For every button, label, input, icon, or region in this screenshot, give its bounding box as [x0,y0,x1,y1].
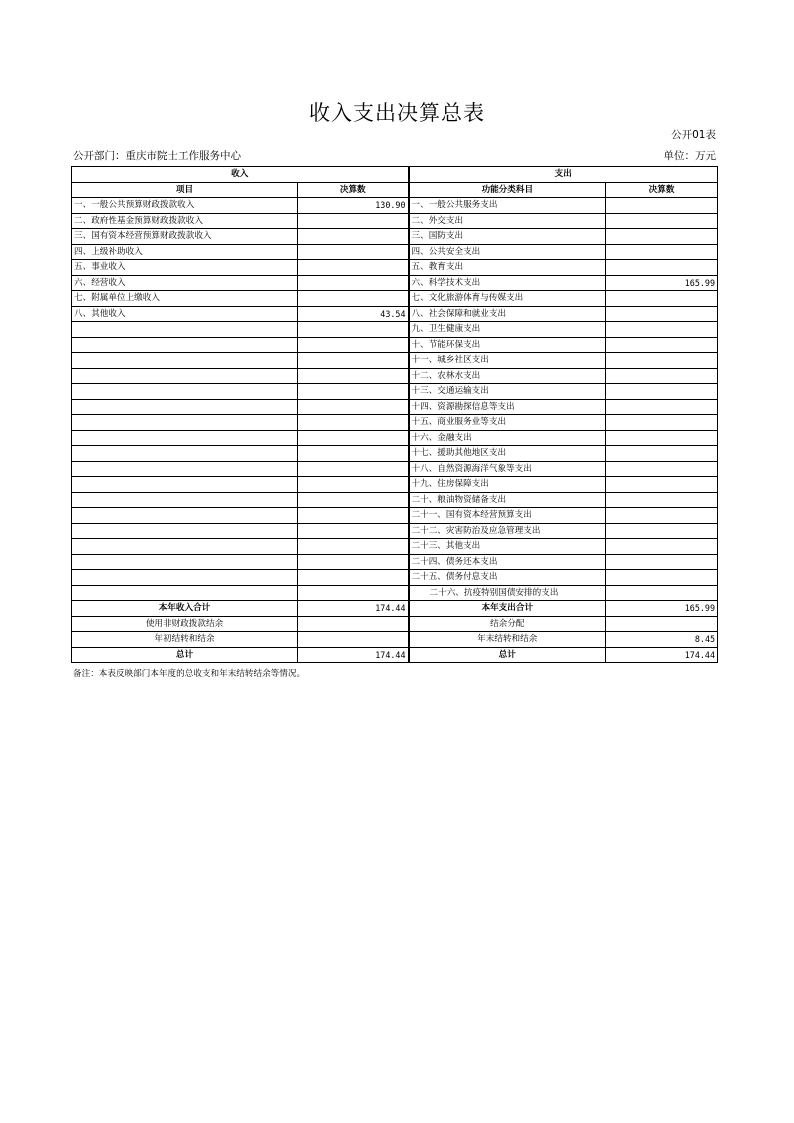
table-row [72,461,718,477]
expense-item-cell: 九、卫生健康支出 [409,322,606,338]
table-row [72,275,718,291]
income-amount-cell [298,353,409,369]
expense-amount-cell [606,384,718,400]
expense-item-cell: 二十、粮油物资储备支出 [409,492,606,508]
expense-amount-cell [606,291,718,307]
expense-amount-cell [606,244,718,260]
expense-amount-cell [606,322,718,338]
table-row [72,477,718,493]
expense-item-cell: 二十五、债务付息支出 [409,570,606,586]
form-number: 公开01表 [671,129,716,141]
footnote: 备注：本表反映部门本年度的总收支和年末结转结余等情况。 [73,669,306,679]
non-fiscal-surplus-value [298,616,409,632]
table-row [72,213,718,229]
table-row [72,570,718,586]
income-amount-cell [298,275,409,291]
table-row [72,198,718,214]
income-item-cell [72,477,298,493]
begin-carryover-label: 年初结转和结余 [72,632,298,648]
expense-total-value: 165.99 [606,601,718,617]
income-item-cell [72,523,298,539]
non-fiscal-surplus-label: 使用非财政拨款结余 [72,616,298,632]
income-item-cell [72,570,298,586]
table-row [72,492,718,508]
expense-item-cell: 二十二、灾害防治及应急管理支出 [409,523,606,539]
expense-amount-cell [606,554,718,570]
income-amount-cell [298,384,409,400]
income-item-cell [72,415,298,431]
expense-amount-cell [606,492,718,508]
expense-item-cell: 十九、住房保障支出 [409,477,606,493]
table-row-total [72,601,718,617]
grand-total-income: 174.44 [298,647,409,663]
table-column-header [72,182,718,198]
expense-item-cell: 十六、金融支出 [409,430,606,446]
income-item-cell: 四、上级补助收入 [72,244,298,260]
expense-item-cell: 十一、城乡社区支出 [409,353,606,369]
income-amount-cell [298,244,409,260]
grand-total-label: 总计 [72,647,298,663]
expense-section-header: 支出 [409,167,718,183]
table-row [72,291,718,307]
income-amount-cell [298,585,409,601]
expense-item-cell: 二十六、抗疫特别国债安排的支出 [409,585,606,601]
table-row [72,229,718,245]
income-amount-cell [298,492,409,508]
expense-item-cell: 十四、资源勘探信息等支出 [409,399,606,415]
income-item-header: 项目 [72,182,298,198]
income-item-cell [72,539,298,555]
income-amount-cell [298,368,409,384]
expense-amount-cell [606,415,718,431]
expense-amount-cell [606,399,718,415]
table-row [72,399,718,415]
page-title: 收入支出决算总表 [309,101,485,125]
expense-item-cell: 三、国防支出 [409,229,606,245]
income-item-cell: 三、国有资本经营预算财政拨款收入 [72,229,298,245]
expense-amount-cell [606,430,718,446]
table-row [72,244,718,260]
income-item-cell: 六、经营收入 [72,275,298,291]
table-row [72,260,718,276]
income-item-cell [72,322,298,338]
income-expense-table [71,166,718,663]
table-row [72,415,718,431]
table-row [72,508,718,524]
expense-total-label: 本年支出合计 [409,601,606,617]
income-amount-cell [298,415,409,431]
expense-item-cell: 十三、交通运输支出 [409,384,606,400]
expense-item-cell: 四、公共安全支出 [409,244,606,260]
expense-amount-cell [606,213,718,229]
income-item-cell: 五、事业收入 [72,260,298,276]
grand-total-label-expense: 总计 [409,647,606,663]
income-item-cell [72,446,298,462]
income-item-cell [72,384,298,400]
income-amount-cell [298,539,409,555]
income-item-cell: 八、其他收入 [72,306,298,322]
table-row [72,523,718,539]
expense-item-cell: 二十三、其他支出 [409,539,606,555]
income-amount-cell [298,322,409,338]
table-row [72,539,718,555]
income-item-cell: 一、一般公共预算财政拨款收入 [72,198,298,214]
expense-amount-cell [606,570,718,586]
table-row [72,337,718,353]
income-total-value: 174.44 [298,601,409,617]
unit-label: 单位：万元 [663,150,716,162]
table-row-carryover [72,632,718,648]
table-row [72,554,718,570]
expense-item-cell: 十七、援助其他地区支出 [409,446,606,462]
expense-item-cell: 十二、农林水支出 [409,368,606,384]
income-amount-cell: 130.90 [298,198,409,214]
table-row [72,585,718,601]
income-amount-cell [298,260,409,276]
begin-carryover-value [298,632,409,648]
expense-item-cell: 六、科学技术支出 [409,275,606,291]
expense-amount-header: 决算数 [606,182,718,198]
expense-amount-cell [606,306,718,322]
expense-item-cell: 一、一般公共服务支出 [409,198,606,214]
table-row [72,384,718,400]
table-row [72,353,718,369]
expense-amount-cell [606,260,718,276]
income-amount-cell [298,570,409,586]
expense-item-cell: 十五、商业服务业等支出 [409,415,606,431]
department-label: 公开部门：重庆市院士工作服务中心 [73,150,241,162]
expense-item-cell: 十、节能环保支出 [409,337,606,353]
expense-amount-cell [606,229,718,245]
grand-total-expense: 174.44 [606,647,718,663]
expense-amount-cell [606,539,718,555]
income-item-cell [72,508,298,524]
expense-amount-cell [606,446,718,462]
table-section-header [72,167,718,183]
expense-item-cell: 二、外交支出 [409,213,606,229]
income-amount-cell [298,446,409,462]
surplus-distribution-value [606,616,718,632]
expense-amount-cell: 165.99 [606,275,718,291]
income-amount-cell [298,229,409,245]
income-item-cell [72,399,298,415]
table-row [72,322,718,338]
income-amount-cell [298,337,409,353]
income-item-cell [72,353,298,369]
income-amount-cell [298,430,409,446]
end-carryover-label: 年末结转和结余 [409,632,606,648]
income-item-cell: 二、政府性基金预算财政拨款收入 [72,213,298,229]
table-row [72,430,718,446]
expense-amount-cell [606,508,718,524]
table-row-grand-total [72,647,718,663]
expense-amount-cell [606,198,718,214]
income-item-cell [72,461,298,477]
expense-amount-cell [606,353,718,369]
income-amount-cell [298,508,409,524]
expense-item-cell: 五、教育支出 [409,260,606,276]
income-amount-cell [298,399,409,415]
income-item-cell [72,585,298,601]
income-total-label: 本年收入合计 [72,601,298,617]
income-amount-cell [298,554,409,570]
income-amount-header: 决算数 [298,182,409,198]
table-row [72,368,718,384]
expense-item-cell: 七、文化旅游体育与传媒支出 [409,291,606,307]
income-item-cell [72,337,298,353]
expense-item-cell: 二十一、国有资本经营预算支出 [409,508,606,524]
income-item-cell: 七、附属单位上缴收入 [72,291,298,307]
expense-item-cell: 二十四、债务还本支出 [409,554,606,570]
expense-amount-cell [606,337,718,353]
income-item-cell [72,554,298,570]
income-amount-cell [298,461,409,477]
expense-amount-cell [606,461,718,477]
table-row [72,446,718,462]
income-section-header: 收入 [72,167,409,183]
income-item-cell [72,492,298,508]
expense-amount-cell [606,523,718,539]
end-carryover-value: 8.45 [606,632,718,648]
income-item-cell [72,368,298,384]
expense-amount-cell [606,477,718,493]
income-amount-cell: 43.54 [298,306,409,322]
table-row-surplus [72,616,718,632]
expense-amount-cell [606,585,718,601]
income-amount-cell [298,477,409,493]
expense-item-header: 功能分类科目 [409,182,606,198]
income-amount-cell [298,213,409,229]
income-amount-cell [298,523,409,539]
expense-item-cell: 十八、自然资源海洋气象等支出 [409,461,606,477]
income-amount-cell [298,291,409,307]
expense-amount-cell [606,368,718,384]
income-item-cell [72,430,298,446]
expense-item-cell: 八、社会保障和就业支出 [409,306,606,322]
surplus-distribution-label: 结余分配 [409,616,606,632]
table-row [72,306,718,322]
